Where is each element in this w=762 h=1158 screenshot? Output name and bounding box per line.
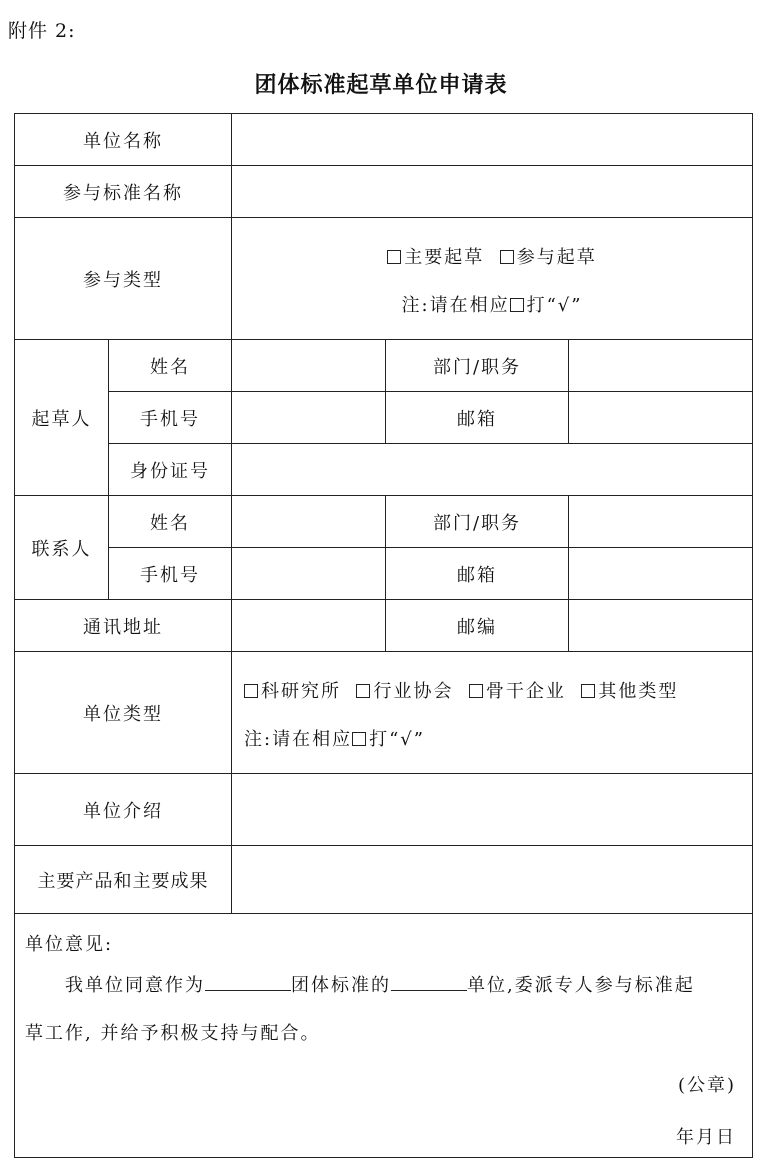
- application-form: [14, 113, 753, 1158]
- standard-name-label: 参与标准名称: [15, 166, 232, 218]
- row-unit-intro: [15, 774, 753, 846]
- row-contact-mobile: [15, 548, 753, 600]
- unit-intro-label: 单位介绍: [15, 774, 232, 846]
- official-seal-label: (公章): [677, 1075, 737, 1096]
- form-title: 团体标准起草单位申请表: [254, 73, 508, 98]
- row-opinion: [15, 914, 753, 1158]
- opinion-statement-line1: 我单位同意作为 团体标准的 单位,委派专人参与标准起: [65, 975, 695, 996]
- contact-email-label: 邮箱: [386, 548, 569, 600]
- row-standard-name: [15, 166, 753, 218]
- unit-type-options: [232, 652, 753, 774]
- row-unit-name: [15, 114, 753, 166]
- row-drafter-name: [15, 340, 753, 392]
- industry-association-label: 行业协会: [373, 680, 454, 702]
- industry-association-checkbox[interactable]: [356, 684, 370, 698]
- drafter-dept-field[interactable]: [569, 340, 753, 392]
- row-drafter-id: [15, 444, 753, 496]
- participate-drafting-checkbox[interactable]: [500, 250, 514, 264]
- drafter-name-label: 姓名: [109, 340, 232, 392]
- address-field[interactable]: [232, 600, 386, 652]
- other-type-checkbox[interactable]: [581, 684, 595, 698]
- drafter-email-field[interactable]: [569, 392, 753, 444]
- postcode-label: 邮编: [386, 600, 569, 652]
- unit-name-label: 单位名称: [15, 114, 232, 166]
- standard-name-field[interactable]: [232, 166, 753, 218]
- key-enterprise-checkbox[interactable]: [469, 684, 483, 698]
- drafter-name-field[interactable]: [232, 340, 386, 392]
- main-drafting-label: 主要起草: [404, 246, 485, 268]
- participate-drafting-label: 参与起草: [516, 246, 597, 268]
- row-address: [15, 600, 753, 652]
- drafter-dept-label: 部门/职务: [386, 340, 569, 392]
- unit-type-note: 注:请在相应 打“√”: [244, 728, 425, 750]
- contact-dept-field[interactable]: [569, 496, 753, 548]
- row-products: [15, 846, 753, 914]
- row-unit-type: [15, 652, 753, 774]
- drafter-mobile-field[interactable]: [232, 392, 386, 444]
- contact-name-field[interactable]: [232, 496, 386, 548]
- drafter-mobile-label: 手机号: [109, 392, 232, 444]
- unit-type-label: 单位类型: [15, 652, 232, 774]
- unit-opinion: [15, 914, 753, 1158]
- role-blank[interactable]: [391, 976, 467, 991]
- unit-name-field[interactable]: [232, 114, 753, 166]
- postcode-field[interactable]: [569, 600, 753, 652]
- unit-intro-field[interactable]: [232, 774, 753, 846]
- other-type-label: 其他类型: [598, 680, 679, 702]
- note-box-icon: [510, 298, 524, 312]
- participation-note: 注:请在相应 打“√”: [401, 294, 583, 316]
- key-enterprise-label: 骨干企业: [485, 680, 566, 702]
- drafter-label: 起草人: [15, 340, 109, 496]
- main-drafting-checkbox[interactable]: [387, 250, 401, 264]
- products-label: 主要产品和主要成果: [15, 846, 232, 914]
- drafter-id-field[interactable]: [232, 444, 753, 496]
- drafter-email-label: 邮箱: [386, 392, 569, 444]
- note-box-icon: [352, 732, 366, 746]
- attachment-label: 附件 2:: [8, 20, 76, 42]
- participation-type-label: 参与类型: [15, 218, 232, 340]
- participation-type-options: [232, 218, 753, 340]
- contact-label: 联系人: [15, 496, 109, 600]
- contact-mobile-field[interactable]: [232, 548, 386, 600]
- row-contact-name: [15, 496, 753, 548]
- date-label: 年月日: [676, 1127, 737, 1148]
- standard-name-blank[interactable]: [205, 976, 291, 991]
- research-institute-checkbox[interactable]: [244, 684, 258, 698]
- opinion-statement-line2: 草工作, 并给予积极支持与配合。: [25, 1023, 321, 1044]
- contact-mobile-label: 手机号: [109, 548, 232, 600]
- research-institute-label: 科研究所: [261, 680, 341, 702]
- products-field[interactable]: [232, 846, 753, 914]
- contact-name-label: 姓名: [109, 496, 232, 548]
- address-label: 通讯地址: [15, 600, 232, 652]
- row-participation-type: [15, 218, 753, 340]
- opinion-heading: 单位意见:: [25, 934, 114, 955]
- contact-dept-label: 部门/职务: [386, 496, 569, 548]
- drafter-id-label: 身份证号: [109, 444, 232, 496]
- contact-email-field[interactable]: [569, 548, 753, 600]
- row-drafter-mobile: [15, 392, 753, 444]
